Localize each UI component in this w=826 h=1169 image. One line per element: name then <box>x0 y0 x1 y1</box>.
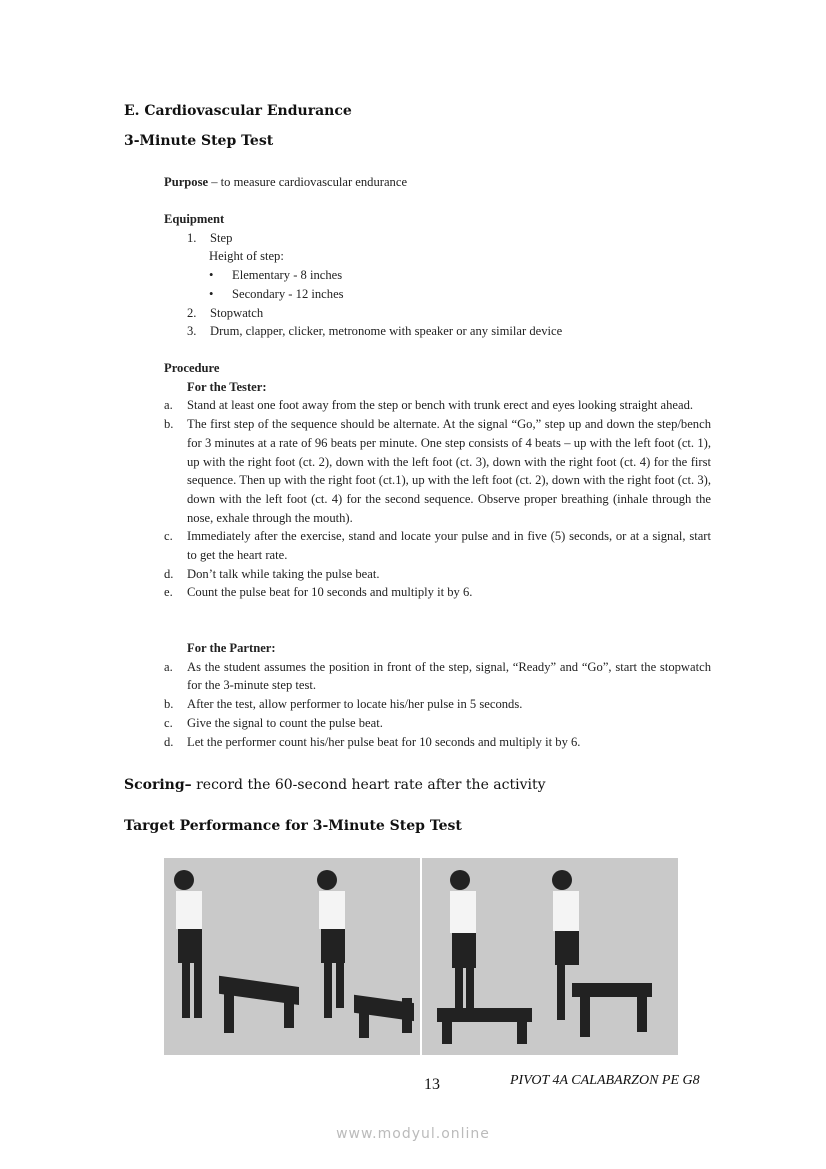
list-text: Give the signal to count the pulse beat. <box>187 715 383 730</box>
footer-series: PIVOT 4A CALABARZON PE G8 <box>510 1073 700 1088</box>
list-item <box>164 658 711 695</box>
list-item <box>164 695 711 714</box>
list-text: After the test, allow performer to locate his/her pulse in 5 seconds. <box>187 697 523 712</box>
list-text: Step <box>210 230 233 245</box>
list-item <box>164 583 711 602</box>
list-marker: c. <box>164 529 173 544</box>
list-marker: d. <box>164 734 174 749</box>
list-marker: b. <box>164 417 174 432</box>
list-text: Stopwatch <box>210 305 264 320</box>
page-number: 13 <box>424 1076 440 1093</box>
list-item <box>164 322 711 341</box>
purpose-label: Purpose <box>164 175 209 189</box>
list-item <box>164 565 711 584</box>
bullet-item <box>164 285 711 304</box>
list-item <box>164 714 711 733</box>
list-text: As the student assumes the position in front of the step, signal, “Ready” and “Go”, start the stopwatch for the 3-minute step test. <box>187 659 711 693</box>
list-marker: 2. <box>187 305 197 320</box>
list-marker: e. <box>164 585 173 600</box>
list-text: Count the pulse beat for 10 seconds and multiply it by 6. <box>187 585 473 600</box>
tester-label: For the Tester: <box>187 379 267 394</box>
test-title: 3-Minute Step Test <box>124 133 274 149</box>
list-text: The first step of the sequence should be alternate. At the signal “Go,” step up and down the step/bench for 3 minutes at a rate of 96 beats per minute. One step consists of 4 beats – up with the left foot (ct. 1), up with the right foot (ct. 2), down with the left foot (ct. 3), down with the right foot (ct. 4) for the first sequence. Then up with the right foot (ct.1), up with the left foot (ct. 2), down with the right foot (ct. 3), down with the left foot (ct. 4) for the second sequence. Observe proper breathing (inhale through the nose, exhale through the mouth). <box>187 417 711 525</box>
step-photo-left <box>164 858 420 1055</box>
list-marker: a. <box>164 398 173 413</box>
list-marker: a. <box>164 659 173 674</box>
list-marker: c. <box>164 715 173 730</box>
bullet-icon: • <box>209 268 214 283</box>
purpose <box>164 173 711 192</box>
scoring-label: Scoring– <box>124 777 192 793</box>
scoring <box>124 777 546 793</box>
equipment-label: Equipment <box>164 212 225 226</box>
watermark: www.modyul.online <box>336 1126 490 1142</box>
step-photo-right <box>422 858 678 1055</box>
list-item <box>164 304 711 323</box>
bullet-text: Secondary - 12 inches <box>232 286 344 301</box>
partner-label: For the Partner: <box>187 641 276 655</box>
step-height-label: Height of step: <box>209 249 284 264</box>
purpose-text: – to measure cardiovascular endurance <box>208 175 408 189</box>
list-item <box>164 415 711 527</box>
section-title: E. Cardiovascular Endurance <box>124 103 352 119</box>
procedure-label: Procedure <box>164 361 220 375</box>
list-text: Immediately after the exercise, stand and locate your pulse and in five (5) seconds, or at a signal, start to get the heart rate. <box>187 529 711 563</box>
procedure-section <box>164 359 711 602</box>
list-marker: b. <box>164 697 174 712</box>
scoring-text: record the 60-second heart rate after the activity <box>191 777 546 793</box>
bullet-item <box>164 266 711 285</box>
list-text: Don’t talk while taking the pulse beat. <box>187 566 380 581</box>
equipment-section <box>164 210 711 341</box>
list-text: Drum, clapper, clicker, metronome with speaker or any similar device <box>210 324 563 339</box>
list-item <box>164 229 711 248</box>
list-marker: 1. <box>187 230 197 245</box>
list-item <box>164 527 711 564</box>
list-text: Let the performer count his/her pulse beat for 10 seconds and multiply it by 6. <box>187 734 581 749</box>
step-test-illustration <box>164 858 678 1055</box>
list-text: Stand at least one foot away from the step or bench with trunk erect and eyes looking straight ahead. <box>187 398 694 413</box>
bullet-text: Elementary - 8 inches <box>232 268 343 283</box>
target-title: Target Performance for 3-Minute Step Test <box>124 818 462 834</box>
partner-section <box>164 639 711 751</box>
list-item <box>164 396 711 415</box>
list-marker: d. <box>164 566 174 581</box>
list-marker: 3. <box>187 324 197 339</box>
bullet-icon: • <box>209 286 214 301</box>
list-item <box>164 733 711 752</box>
